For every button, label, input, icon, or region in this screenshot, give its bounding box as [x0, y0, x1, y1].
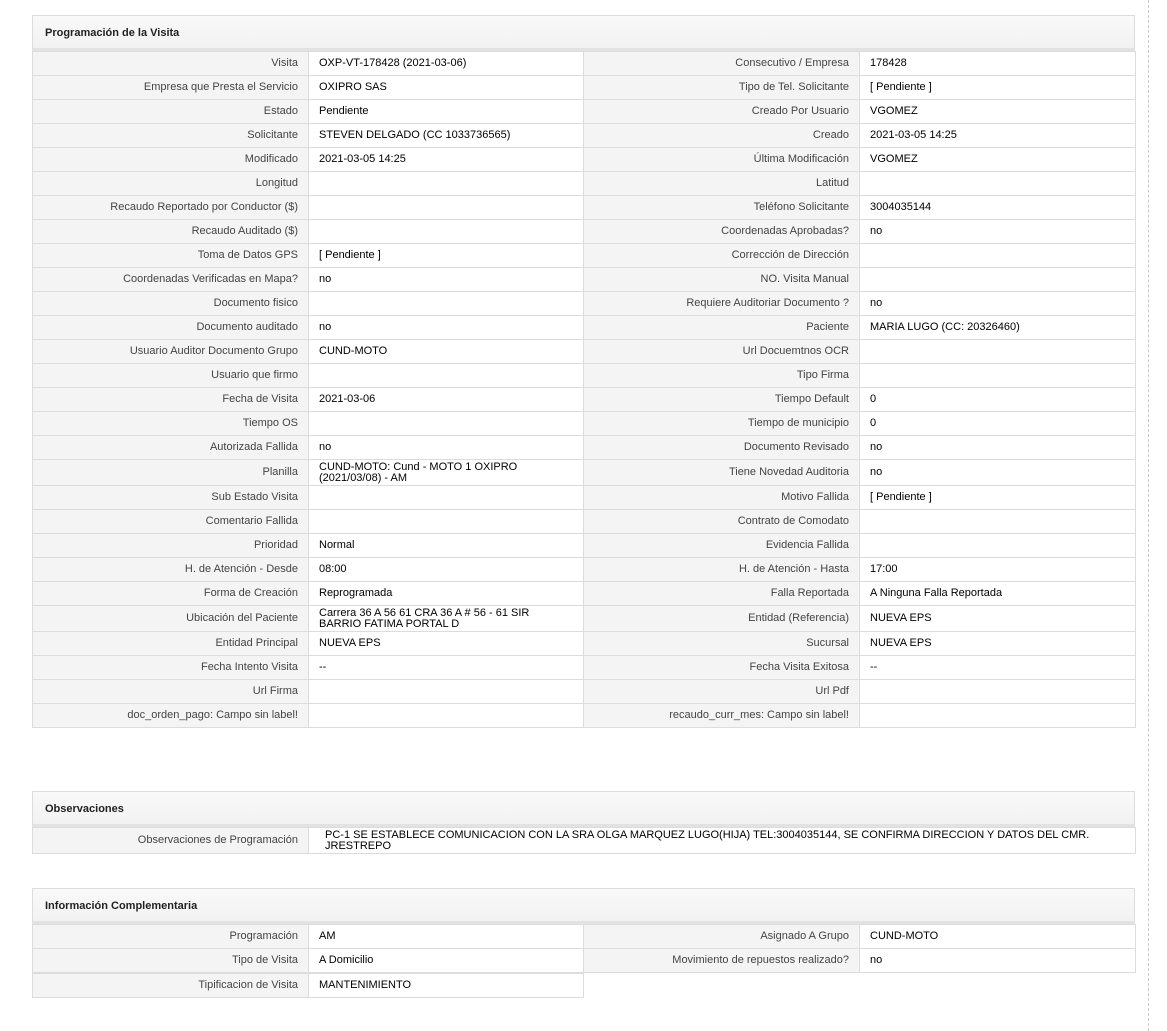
field-label: Tipo Firma [584, 364, 860, 388]
field-label: Creado Por Usuario [584, 100, 860, 124]
table-row [33, 680, 1136, 704]
table-row [33, 196, 1136, 220]
field-value: no [860, 436, 1136, 460]
field-value [860, 244, 1136, 268]
table-row [33, 606, 1136, 632]
field-value: no [309, 268, 584, 292]
field-label: H. de Atención - Desde [33, 558, 309, 582]
field-label: Forma de Creación [33, 582, 309, 606]
field-label: Modificado [33, 148, 309, 172]
field-value [860, 364, 1136, 388]
field-value: CUND-MOTO: Cund - MOTO 1 OXIPRO (2021/03/08) - AM [309, 460, 584, 486]
field-label: Evidencia Fallida [584, 534, 860, 558]
table-row [33, 244, 1136, 268]
field-label: Recaudo Reportado por Conductor ($) [33, 196, 309, 220]
field-label: doc_orden_pago: Campo sin label! [33, 704, 309, 728]
table-row [33, 582, 1136, 606]
field-value [309, 220, 584, 244]
table-row [33, 292, 1136, 316]
table-row [33, 558, 1136, 582]
field-label: Sub Estado Visita [33, 486, 309, 510]
field-label: Falla Reportada [584, 582, 860, 606]
observaciones-panel [32, 791, 1135, 854]
field-label: Entidad Principal [33, 632, 309, 656]
table-row [33, 656, 1136, 680]
field-label: Asignado A Grupo [584, 925, 860, 949]
field-value: CUND-MOTO [309, 340, 584, 364]
field-value: 17:00 [860, 558, 1136, 582]
field-label: Movimiento de repuestos realizado? [584, 949, 860, 973]
field-value: CUND-MOTO [860, 925, 1136, 949]
field-value: A Domicilio [309, 949, 584, 973]
field-value: 0 [860, 412, 1136, 436]
field-value [309, 196, 584, 220]
table-row [33, 412, 1136, 436]
field-value: OXP-VT-178428 (2021-03-06) [309, 52, 584, 76]
table-row [33, 124, 1136, 148]
field-label: Última Modificación [584, 148, 860, 172]
field-label: Tipo de Visita [33, 949, 309, 973]
field-value: [ Pendiente ] [309, 244, 584, 268]
programacion-panel [32, 15, 1135, 728]
table-row [33, 486, 1136, 510]
field-label: recaudo_curr_mes: Campo sin label! [584, 704, 860, 728]
field-label: Documento fisico [33, 292, 309, 316]
complementaria-last-table [32, 973, 584, 998]
field-value: VGOMEZ [860, 148, 1136, 172]
field-label: Entidad (Referencia) [584, 606, 860, 632]
observaciones-header: Observaciones [32, 791, 1135, 827]
field-value: VGOMEZ [860, 100, 1136, 124]
field-label: Tiempo OS [33, 412, 309, 436]
field-value [860, 172, 1136, 196]
table-row [33, 100, 1136, 124]
field-value [860, 534, 1136, 558]
field-value [309, 412, 584, 436]
field-value: Normal [309, 534, 584, 558]
field-label: Tiempo de municipio [584, 412, 860, 436]
field-label: Documento Revisado [584, 436, 860, 460]
field-value: no [309, 316, 584, 340]
field-label: Tiene Novedad Auditoria [584, 460, 860, 486]
table-row [33, 388, 1136, 412]
field-label: Url Firma [33, 680, 309, 704]
table-row [33, 632, 1136, 656]
field-label: Planilla [33, 460, 309, 486]
field-label: Autorizada Fallida [33, 436, 309, 460]
table-row [33, 949, 1136, 973]
table-row [33, 76, 1136, 100]
field-value [309, 364, 584, 388]
table-row [33, 828, 1136, 854]
table-row [33, 704, 1136, 728]
field-label: Tiempo Default [584, 388, 860, 412]
field-label: Toma de Datos GPS [33, 244, 309, 268]
field-label: Fecha Visita Exitosa [584, 656, 860, 680]
field-value: NUEVA EPS [309, 632, 584, 656]
field-label: Empresa que Presta el Servicio [33, 76, 309, 100]
programacion-table [32, 51, 1136, 728]
field-value: NUEVA EPS [860, 606, 1136, 632]
field-value: MANTENIMIENTO [309, 974, 584, 998]
field-label: Sucursal [584, 632, 860, 656]
field-value: Pendiente [309, 100, 584, 124]
table-row [33, 220, 1136, 244]
field-value: OXIPRO SAS [309, 76, 584, 100]
table-row [33, 460, 1136, 486]
field-value: [ Pendiente ] [860, 486, 1136, 510]
field-value [860, 268, 1136, 292]
table-row [33, 364, 1136, 388]
field-value [309, 510, 584, 534]
field-label: Corrección de Dirección [584, 244, 860, 268]
observaciones-table [32, 827, 1136, 854]
field-label: Tipo de Tel. Solicitante [584, 76, 860, 100]
field-value [860, 704, 1136, 728]
table-row [33, 148, 1136, 172]
field-label: Solicitante [33, 124, 309, 148]
field-label: Fecha de Visita [33, 388, 309, 412]
field-value [309, 680, 584, 704]
field-label: Latitud [584, 172, 860, 196]
page-right-border [1148, 0, 1149, 1031]
field-value: 2021-03-05 14:25 [860, 124, 1136, 148]
observaciones-label: Observaciones de Programación [33, 828, 309, 854]
table-row [33, 436, 1136, 460]
field-label: Url Docuemtnos OCR [584, 340, 860, 364]
complementaria-header: Información Complementaria [32, 888, 1135, 924]
field-value [309, 704, 584, 728]
field-value: STEVEN DELGADO (CC 1033736565) [309, 124, 584, 148]
field-value: no [860, 949, 1136, 973]
table-row [33, 340, 1136, 364]
observaciones-value: PC-1 SE ESTABLECE COMUNICACION CON LA SRA OLGA MARQUEZ LUGO(HIJA) TEL:3004035144, SE CONFIRMA DIRECCION Y DATOS DEL CMR. JRESTREPO [309, 828, 1136, 854]
field-label: Programación [33, 925, 309, 949]
field-value: 2021-03-05 14:25 [309, 148, 584, 172]
field-value [309, 292, 584, 316]
field-value: AM [309, 925, 584, 949]
field-value: 0 [860, 388, 1136, 412]
field-value: no [309, 436, 584, 460]
field-value [860, 340, 1136, 364]
field-label: NO. Visita Manual [584, 268, 860, 292]
field-value: Carrera 36 A 56 61 CRA 36 A # 56 - 61 SIR BARRIO FATIMA PORTAL D [309, 606, 584, 632]
field-value: 2021-03-06 [309, 388, 584, 412]
field-value: MARIA LUGO (CC: 20326460) [860, 316, 1136, 340]
field-value: 3004035144 [860, 196, 1136, 220]
field-label: Visita [33, 52, 309, 76]
field-label: Consecutivo / Empresa [584, 52, 860, 76]
field-value: -- [309, 656, 584, 680]
field-value: no [860, 292, 1136, 316]
field-value: NUEVA EPS [860, 632, 1136, 656]
field-label: Documento auditado [33, 316, 309, 340]
table-row [33, 974, 584, 998]
table-row [33, 925, 1136, 949]
field-value: -- [860, 656, 1136, 680]
field-value: A Ninguna Falla Reportada [860, 582, 1136, 606]
field-value [309, 486, 584, 510]
field-label: Longitud [33, 172, 309, 196]
field-label: Prioridad [33, 534, 309, 558]
field-label: Ubicación del Paciente [33, 606, 309, 632]
field-label: Tipificacion de Visita [33, 974, 309, 998]
field-value [309, 172, 584, 196]
field-label: Creado [584, 124, 860, 148]
field-label: Requiere Auditoriar Documento ? [584, 292, 860, 316]
field-value [860, 510, 1136, 534]
field-value [860, 680, 1136, 704]
field-label: H. de Atención - Hasta [584, 558, 860, 582]
field-label: Coordenadas Verificadas en Mapa? [33, 268, 309, 292]
table-row [33, 510, 1136, 534]
field-value: no [860, 220, 1136, 244]
field-label: Usuario que firmo [33, 364, 309, 388]
programacion-header: Programación de la Visita [32, 15, 1135, 51]
complementaria-panel [32, 888, 1135, 998]
field-label: Paciente [584, 316, 860, 340]
field-label: Fecha Intento Visita [33, 656, 309, 680]
table-row [33, 316, 1136, 340]
field-label: Comentario Fallida [33, 510, 309, 534]
field-label: Recaudo Auditado ($) [33, 220, 309, 244]
field-label: Url Pdf [584, 680, 860, 704]
table-row [33, 534, 1136, 558]
field-value: 178428 [860, 52, 1136, 76]
field-label: Coordenadas Aprobadas? [584, 220, 860, 244]
field-value: [ Pendiente ] [860, 76, 1136, 100]
table-row [33, 268, 1136, 292]
field-label: Estado [33, 100, 309, 124]
table-row [33, 172, 1136, 196]
field-value: Reprogramada [309, 582, 584, 606]
field-value: no [860, 460, 1136, 486]
complementaria-table [32, 924, 1136, 973]
field-label: Contrato de Comodato [584, 510, 860, 534]
field-label: Motivo Fallida [584, 486, 860, 510]
field-label: Teléfono Solicitante [584, 196, 860, 220]
table-row [33, 52, 1136, 76]
field-value: 08:00 [309, 558, 584, 582]
field-label: Usuario Auditor Documento Grupo [33, 340, 309, 364]
